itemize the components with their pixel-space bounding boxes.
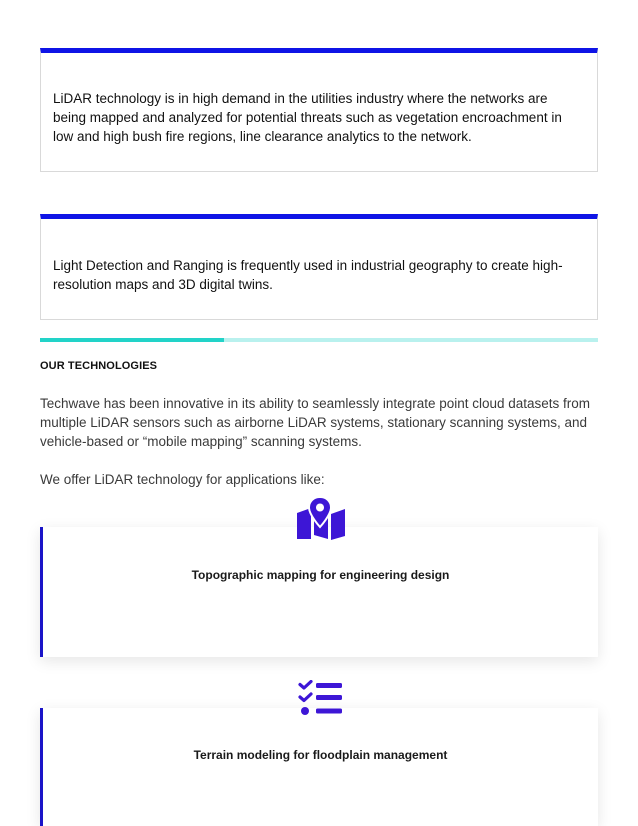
progress-bar xyxy=(40,338,598,342)
info-box-text: LiDAR technology is in high demand in the utilities industry where the networks are being mapped and analyzed for potential threats such as vegetation encroachment in low and high bush fire regions, line clearance analytics to the network. xyxy=(53,91,562,144)
application-card-topographic xyxy=(40,527,598,657)
application-card-terrain xyxy=(40,708,598,826)
info-box-utilities xyxy=(40,48,598,172)
map-pin-icon xyxy=(296,496,346,540)
application-card-label: Topographic mapping for engineering design xyxy=(191,568,450,582)
progress-bar-fill xyxy=(40,338,224,342)
info-box-geography xyxy=(40,214,598,320)
section-offer-text: We offer LiDAR technology for applications like: xyxy=(40,472,325,487)
info-box-text: Light Detection and Ranging is frequently used in industrial geography to create high-resolution maps and 3D digital twins. xyxy=(53,258,563,292)
application-card-label: Terrain modeling for floodplain management xyxy=(193,748,448,762)
checklist-icon xyxy=(298,680,344,716)
section-intro: Techwave has been innovative in its ability to seamlessly integrate point cloud datasets from multiple LiDAR sensors such as airborne LiDAR systems, stationary scanning systems, and vehicle-based or “mobile mapping” scanning systems. xyxy=(40,396,591,449)
section-title: OUR TECHNOLOGIES xyxy=(40,360,158,372)
